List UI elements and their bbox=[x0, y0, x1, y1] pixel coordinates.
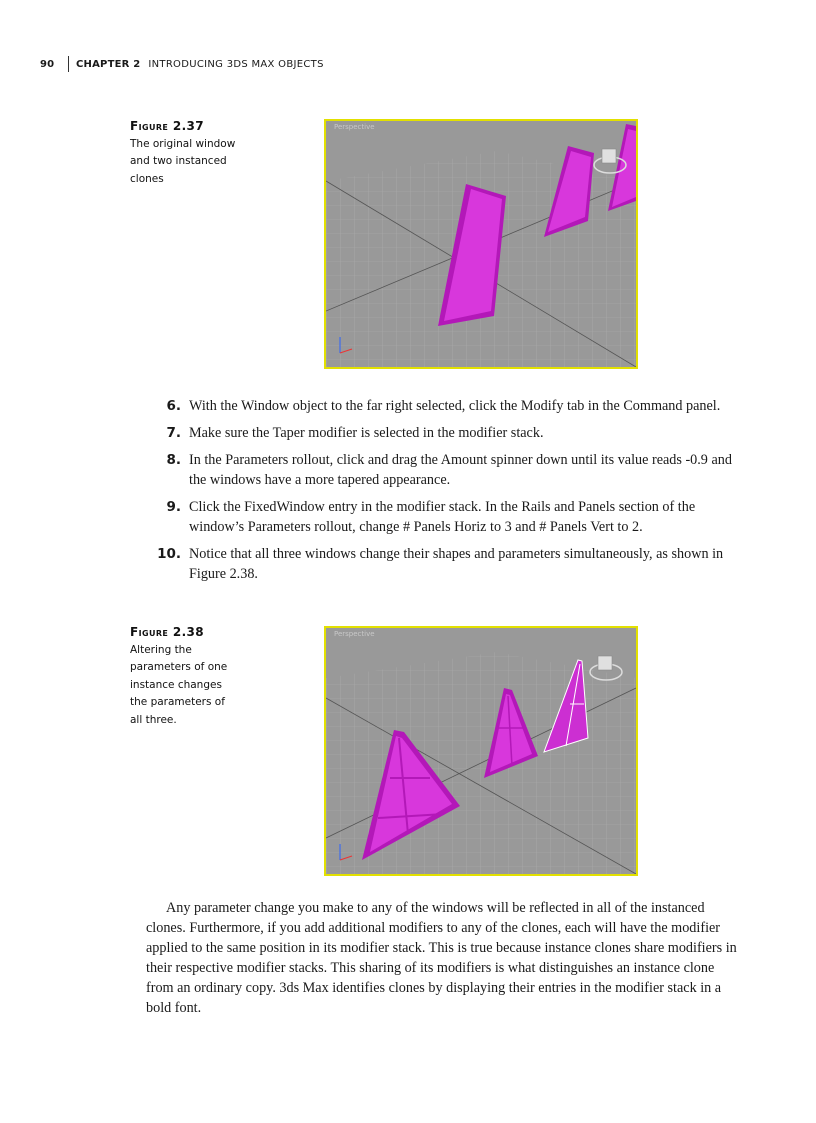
step-item bbox=[150, 396, 740, 416]
step-text: Click the FixedWindow entry in the modifier stack. In the Rails and Panels section of the window’s Parameters rollout, change # Panels Horiz to 3 and # Panels Vert to 2. bbox=[189, 499, 696, 535]
figure-caption-2-38 bbox=[130, 624, 240, 729]
step-number: 9. bbox=[166, 499, 181, 515]
viewport-label: Perspective bbox=[334, 123, 375, 131]
step-number: 10. bbox=[157, 546, 181, 562]
viewport-render-1 bbox=[326, 121, 636, 367]
viewport-label: Perspective bbox=[334, 630, 375, 638]
step-text: In the Parameters rollout, click and drag the Amount spinner down until its value reads -0.9 and the windows have a more tapered appearance. bbox=[189, 452, 732, 488]
chapter-title: INTRODUCING 3DS MAX OBJECTS bbox=[148, 58, 324, 70]
step-text: With the Window object to the far right selected, click the Modify tab in the Command panel. bbox=[189, 398, 721, 414]
figure-label: Figure 2.37 bbox=[130, 119, 205, 133]
figure-label: Figure 2.38 bbox=[130, 625, 205, 639]
figure-2-37-viewport bbox=[324, 119, 638, 369]
chapter-label: CHAPTER 2 bbox=[76, 58, 141, 70]
step-text: Make sure the Taper modifier is selected in the modifier stack. bbox=[189, 425, 544, 441]
gizmo-cube bbox=[598, 656, 612, 670]
step-item bbox=[150, 423, 740, 443]
figure-caption-text: The original window and two instanced clones bbox=[130, 137, 236, 185]
step-item bbox=[150, 544, 740, 584]
running-header bbox=[40, 57, 324, 71]
header-divider bbox=[68, 56, 69, 72]
step-item bbox=[150, 497, 740, 537]
figure-caption-2-37 bbox=[130, 118, 240, 188]
page-number: 90 bbox=[40, 58, 55, 70]
figure-2-38-viewport bbox=[324, 626, 638, 876]
figure-caption-text: Altering the parameters of one instance changes the parameters of all three. bbox=[130, 643, 228, 726]
body-paragraph: Any parameter change you make to any of the windows will be reflected in all of the instanced clones. Furthermore, if you add additional modifiers to any of the clones, each will have the modifier applied to the same position in its modifier stack. This is true because instance clones share modifiers in their respective modifier stacks. This sharing of its modifiers is what distinguishes an instance clone from an ordinary copy. 3ds Max identifies clones by displaying their entries in the modifier stack in a bold font. bbox=[146, 900, 737, 1016]
step-item bbox=[150, 450, 740, 490]
numbered-steps bbox=[150, 396, 740, 591]
viewport-render-2 bbox=[326, 628, 636, 874]
step-number: 7. bbox=[166, 425, 181, 441]
step-number: 6. bbox=[166, 398, 181, 414]
step-text: Notice that all three windows change their shapes and parameters simultaneously, as shown in Figure 2.38. bbox=[189, 546, 724, 582]
step-number: 8. bbox=[166, 452, 181, 468]
gizmo-cube bbox=[602, 149, 616, 163]
